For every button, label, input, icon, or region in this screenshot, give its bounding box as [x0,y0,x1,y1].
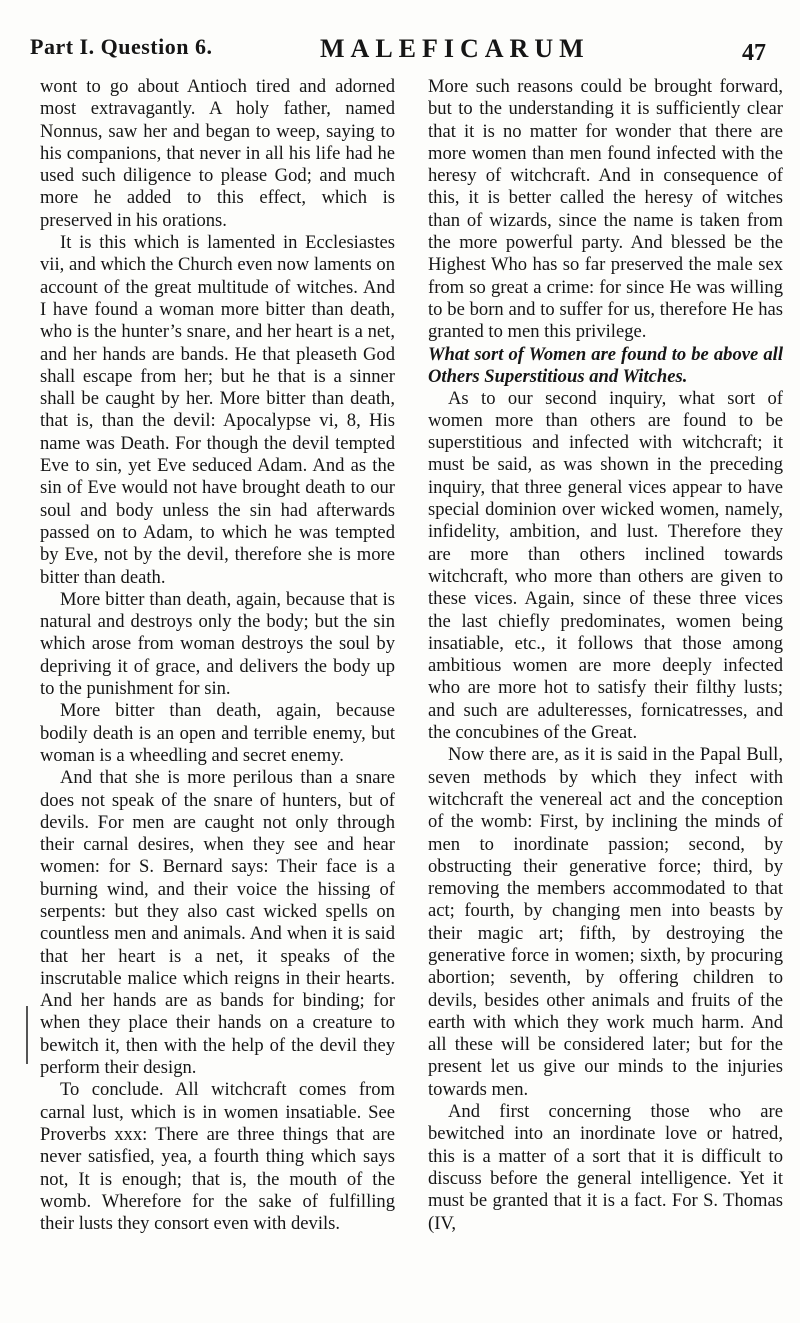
section-heading: What sort of Women are found to be above all Others Superstitious and Witches. [428,343,783,387]
left-column [40,76,395,1235]
margin-mark [26,1006,34,1064]
paragraph: To conclude. All witchcraft comes from carnal lust, which is in women insatiable. See Proverbs xxx: There are three things that are never satisfied, yea, a fourth thing which says not, It is enough; that is, the mouth of the womb. Wherefore for the sake of fulfilling their lusts they consort even with devils. [40,1079,395,1235]
running-head-title: MALEFICARUM [320,34,590,63]
paragraph: As to our second inquiry, what sort of women more than others are found to be superstitious and infected with witchcraft; it must be said, as was shown in the preceding inquiry, that three general vices appear to have special dominion over wicked women, namely, infidelity, ambition, and lust. Therefore they are more than others inclined towards witchcraft, who more than others are given to these vices. Again, since of these three vices the last chiefly predominates, women being insatiable, etc., it follows that those among ambitious women are more deeply infected who are more hot to satisfy their filthy lusts; and such are adulteresses, fornicatresses, and the concubines of the Great. [428,387,783,744]
paragraph: And that she is more perilous than a snare does not speak of the snare of hunters, but of devils. For men are caught not only through their carnal desires, when they see and hear women: for S. Bernard says: Their face is a burning wind, and their voice the hissing of serpents: but they also cast wicked spells on countless men and animals. And when it is said that her heart is a net, it speaks of the inscrutable malice which reigns in their hearts. And her hands are as bands for binding; for when they place their hands on a creature to bewitch it, then with the help of the devil they perform their design. [40,767,395,1079]
right-column [428,76,783,1235]
paragraph: wont to go about Antioch tired and adorned most extravagantly. A holy father, named Nonnus, saw her and began to weep, saying to his companions, that never in all his life had he used such diligence to please God; and much more he added to this effect, which is preserved in his orations. [40,76,395,231]
paragraph: Now there are, as it is said in the Papal Bull, seven methods by which they infect with witchcraft the venereal act and the conception of the womb: First, by inclining the minds of men to inordinate passion; second, by obstructing their generative force; third, by removing the members accommodated to that act; fourth, by changing men into beasts by their magic art; fifth, by destroying the generative force in women; sixth, by procuring abortion; seventh, by offering children to devils, besides other animals and fruits of the earth with which they work much harm. And all these will be considered later; but for the present let us give our minds to the injuries towards men. [428,744,783,1100]
paragraph: It is this which is lamented in Ecclesiastes vii, and which the Church even now laments on account of the great multitude of witches. And I have found a woman more bitter than death, who is the hunter’s snare, and her heart is a net, and her hands are bands. He that pleaseth God shall escape from her; but he that is a sinner shall be caught by her. More bitter than death, that is, than the devil: Apocalypse vi, 8, His name was Death. For though the devil tempted Eve to sin, yet Eve seduced Adam. And as the sin of Eve would not have brought death to our soul and body unless the sin had afterwards passed on to Adam, to which he was tempted by Eve, not by the devil, therefore she is more bitter than death. [40,232,395,588]
running-head-part: Part I. Question 6. [30,34,213,59]
paragraph: And first concerning those who are bewitched into an inordinate love or hatred, this is a matter of a sort that it is difficult to discuss before the general intelligence. Yet it must be granted that it is a fact. For S. Thomas (IV, [428,1101,783,1234]
page-number: 47 [742,40,766,66]
paragraph: More bitter than death, again, because that is natural and destroys only the body; but the sin which arose from woman destroys the soul by depriving it of grace, and delivers the body up to the punishment for sin. [40,588,395,700]
paragraph: More such reasons could be brought forward, but to the understanding it is sufficiently clear that it is no matter for wonder that there are more women than men found infected with the heresy of witchcraft. And in consequence of this, it is better called the heresy of witches than of wizards, since the name is taken from the more powerful party. And blessed be the Highest Who has so far preserved the male sex from so great a crime: for since He was willing to be born and to suffer for us, therefore He has granted to men this privilege. [428,76,783,343]
page-header [30,34,770,74]
paragraph: More bitter than death, again, because bodily death is an open and terrible enemy, but woman is a wheedling and secret enemy. [40,700,395,766]
